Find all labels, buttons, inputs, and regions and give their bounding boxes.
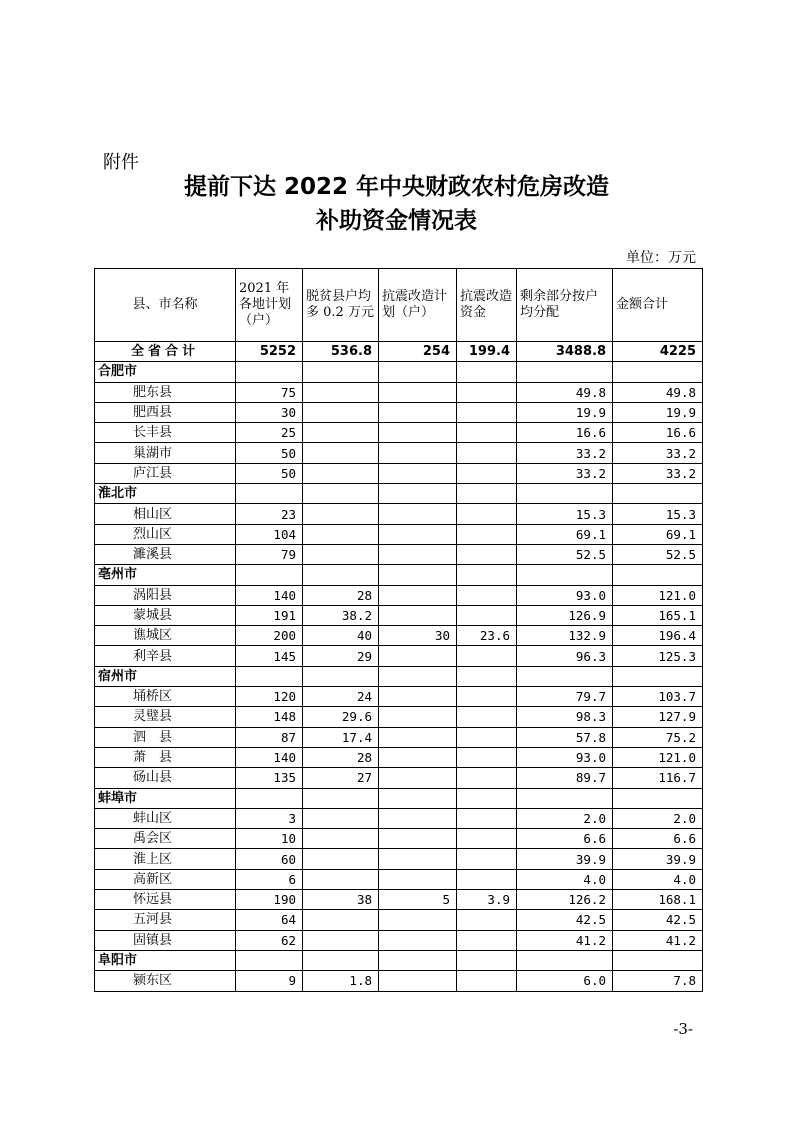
cell-c3 bbox=[379, 504, 457, 524]
row-name: 亳州市 bbox=[95, 565, 236, 585]
cell-c1: 25 bbox=[236, 423, 303, 443]
cell-c6: 103.7 bbox=[613, 687, 703, 707]
cell-c5: 33.2 bbox=[517, 443, 613, 463]
cell-c5 bbox=[517, 788, 613, 808]
table-row bbox=[95, 869, 703, 889]
cell-c1: 3 bbox=[236, 808, 303, 828]
cell-c3 bbox=[379, 585, 457, 605]
cell-c4 bbox=[457, 423, 517, 443]
table-row bbox=[95, 626, 703, 646]
cell-c2 bbox=[303, 930, 379, 950]
cell-c2 bbox=[303, 565, 379, 585]
row-name: 相山区 bbox=[95, 504, 236, 524]
row-name: 长丰县 bbox=[95, 423, 236, 443]
table-row bbox=[95, 808, 703, 828]
cell-c4: 199.4 bbox=[457, 342, 517, 362]
row-name: 蚌埠市 bbox=[95, 788, 236, 808]
row-name: 怀远县 bbox=[95, 890, 236, 910]
cell-c6: 42.5 bbox=[613, 910, 703, 930]
cell-c6 bbox=[613, 362, 703, 382]
cell-c1: 148 bbox=[236, 707, 303, 727]
cell-c2 bbox=[303, 544, 379, 564]
cell-c4 bbox=[457, 362, 517, 382]
cell-c2 bbox=[303, 666, 379, 686]
cell-c3 bbox=[379, 910, 457, 930]
cell-c6: 4.0 bbox=[613, 869, 703, 889]
document-title-line-1: 提前下达 2022 年中央财政农村危房改造 bbox=[183, 174, 610, 200]
cell-c2 bbox=[303, 524, 379, 544]
cell-c1: 5252 bbox=[236, 342, 303, 362]
cell-c4 bbox=[457, 910, 517, 930]
cell-c3 bbox=[379, 402, 457, 422]
cell-c4 bbox=[457, 484, 517, 504]
table-header-row bbox=[95, 269, 703, 342]
cell-c2 bbox=[303, 423, 379, 443]
cell-c2 bbox=[303, 463, 379, 483]
cell-c4 bbox=[457, 544, 517, 564]
row-name: 埇桥区 bbox=[95, 687, 236, 707]
cell-c2: 28 bbox=[303, 585, 379, 605]
row-name: 合肥市 bbox=[95, 362, 236, 382]
cell-c6: 125.3 bbox=[613, 646, 703, 666]
cell-c2 bbox=[303, 829, 379, 849]
cell-c2 bbox=[303, 950, 379, 970]
table-row bbox=[95, 910, 703, 930]
page-number: -3- bbox=[673, 1020, 693, 1038]
cell-c5: 79.7 bbox=[517, 687, 613, 707]
row-name: 固镇县 bbox=[95, 930, 236, 950]
cell-c6: 121.0 bbox=[613, 747, 703, 767]
cell-c4 bbox=[457, 687, 517, 707]
header-remaining: 剩余部分按户均分配 bbox=[517, 269, 613, 342]
row-name: 淮上区 bbox=[95, 849, 236, 869]
cell-c2: 29.6 bbox=[303, 707, 379, 727]
table-row bbox=[95, 768, 703, 788]
cell-c2: 38 bbox=[303, 890, 379, 910]
cell-c1: 30 bbox=[236, 402, 303, 422]
cell-c1: 64 bbox=[236, 910, 303, 930]
row-name: 砀山县 bbox=[95, 768, 236, 788]
row-name: 利辛县 bbox=[95, 646, 236, 666]
cell-c3 bbox=[379, 382, 457, 402]
cell-c2: 1.8 bbox=[303, 971, 379, 991]
cell-c3 bbox=[379, 484, 457, 504]
cell-c6 bbox=[613, 484, 703, 504]
cell-c4 bbox=[457, 524, 517, 544]
cell-c6 bbox=[613, 950, 703, 970]
cell-c5 bbox=[517, 565, 613, 585]
cell-c1: 50 bbox=[236, 443, 303, 463]
cell-c1 bbox=[236, 362, 303, 382]
header-seismic-funds: 抗震改造资金 bbox=[457, 269, 517, 342]
cell-c6: 168.1 bbox=[613, 890, 703, 910]
cell-c1: 10 bbox=[236, 829, 303, 849]
table-row bbox=[95, 890, 703, 910]
cell-c5: 132.9 bbox=[517, 626, 613, 646]
cell-c1: 135 bbox=[236, 768, 303, 788]
table-row bbox=[95, 687, 703, 707]
cell-c4 bbox=[457, 808, 517, 828]
cell-c4 bbox=[457, 443, 517, 463]
cell-c6: 41.2 bbox=[613, 930, 703, 950]
cell-c3 bbox=[379, 443, 457, 463]
cell-c6: 15.3 bbox=[613, 504, 703, 524]
cell-c5: 4.0 bbox=[517, 869, 613, 889]
table-row bbox=[95, 747, 703, 767]
cell-c4 bbox=[457, 788, 517, 808]
city-row bbox=[95, 484, 703, 504]
cell-c1: 140 bbox=[236, 585, 303, 605]
cell-c2: 29 bbox=[303, 646, 379, 666]
cell-c5: 96.3 bbox=[517, 646, 613, 666]
city-row bbox=[95, 666, 703, 686]
row-name: 泗 县 bbox=[95, 727, 236, 747]
cell-c6: 69.1 bbox=[613, 524, 703, 544]
cell-c3 bbox=[379, 423, 457, 443]
cell-c5: 57.8 bbox=[517, 727, 613, 747]
cell-c6: 39.9 bbox=[613, 849, 703, 869]
cell-c3 bbox=[379, 362, 457, 382]
cell-c1: 190 bbox=[236, 890, 303, 910]
header-seismic-plan: 抗震改造计划（户） bbox=[379, 269, 457, 342]
cell-c2 bbox=[303, 788, 379, 808]
cell-c4 bbox=[457, 971, 517, 991]
cell-c6: 2.0 bbox=[613, 808, 703, 828]
row-name: 阜阳市 bbox=[95, 950, 236, 970]
cell-c1 bbox=[236, 565, 303, 585]
cell-c2: 24 bbox=[303, 687, 379, 707]
table-row bbox=[95, 605, 703, 625]
document-title-line-2: 补助资金情况表 bbox=[316, 208, 477, 234]
cell-c1 bbox=[236, 950, 303, 970]
city-row bbox=[95, 565, 703, 585]
cell-c5: 89.7 bbox=[517, 768, 613, 788]
cell-c2: 28 bbox=[303, 747, 379, 767]
cell-c2: 38.2 bbox=[303, 605, 379, 625]
cell-c3 bbox=[379, 524, 457, 544]
cell-c6: 75.2 bbox=[613, 727, 703, 747]
cell-c4 bbox=[457, 565, 517, 585]
cell-c4 bbox=[457, 666, 517, 686]
cell-c5: 52.5 bbox=[517, 544, 613, 564]
table-row bbox=[95, 930, 703, 950]
cell-c4 bbox=[457, 605, 517, 625]
cell-c1: 75 bbox=[236, 382, 303, 402]
cell-c1: 140 bbox=[236, 747, 303, 767]
table-body bbox=[95, 342, 703, 992]
cell-c3 bbox=[379, 707, 457, 727]
table-row bbox=[95, 829, 703, 849]
city-row bbox=[95, 788, 703, 808]
cell-c1: 120 bbox=[236, 687, 303, 707]
cell-c3 bbox=[379, 829, 457, 849]
cell-c3 bbox=[379, 930, 457, 950]
table-row bbox=[95, 727, 703, 747]
cell-c3 bbox=[379, 727, 457, 747]
cell-c3: 30 bbox=[379, 626, 457, 646]
city-row bbox=[95, 950, 703, 970]
row-name: 肥西县 bbox=[95, 402, 236, 422]
cell-c1: 50 bbox=[236, 463, 303, 483]
cell-c2 bbox=[303, 504, 379, 524]
cell-c5: 19.9 bbox=[517, 402, 613, 422]
cell-c5: 16.6 bbox=[517, 423, 613, 443]
cell-c6: 49.8 bbox=[613, 382, 703, 402]
cell-c1: 9 bbox=[236, 971, 303, 991]
unit-label: 单位：万元 bbox=[626, 250, 696, 266]
subsidy-table bbox=[94, 268, 703, 992]
cell-c6: 116.7 bbox=[613, 768, 703, 788]
cell-c5: 39.9 bbox=[517, 849, 613, 869]
cell-c1 bbox=[236, 484, 303, 504]
row-name: 颍东区 bbox=[95, 971, 236, 991]
cell-c3 bbox=[379, 544, 457, 564]
cell-c5: 3488.8 bbox=[517, 342, 613, 362]
row-name: 烈山区 bbox=[95, 524, 236, 544]
row-name: 全省合计 bbox=[95, 342, 236, 362]
row-name: 巢湖市 bbox=[95, 443, 236, 463]
cell-c6: 33.2 bbox=[613, 443, 703, 463]
cell-c4 bbox=[457, 747, 517, 767]
cell-c5 bbox=[517, 950, 613, 970]
row-name: 淮北市 bbox=[95, 484, 236, 504]
header-plan-2021: 2021 年各地计划（户） bbox=[236, 269, 303, 342]
row-name: 高新区 bbox=[95, 869, 236, 889]
cell-c3 bbox=[379, 849, 457, 869]
cell-c5 bbox=[517, 666, 613, 686]
row-name: 涡阳县 bbox=[95, 585, 236, 605]
cell-c4 bbox=[457, 869, 517, 889]
table-row bbox=[95, 707, 703, 727]
cell-c5: 126.2 bbox=[517, 890, 613, 910]
total-row bbox=[95, 342, 703, 362]
cell-c2 bbox=[303, 362, 379, 382]
cell-c4 bbox=[457, 646, 517, 666]
cell-c4 bbox=[457, 382, 517, 402]
cell-c2 bbox=[303, 443, 379, 463]
cell-c3 bbox=[379, 747, 457, 767]
cell-c6 bbox=[613, 788, 703, 808]
cell-c2: 40 bbox=[303, 626, 379, 646]
cell-c3 bbox=[379, 971, 457, 991]
cell-c5: 42.5 bbox=[517, 910, 613, 930]
table-row bbox=[95, 585, 703, 605]
cell-c1: 104 bbox=[236, 524, 303, 544]
cell-c3 bbox=[379, 788, 457, 808]
table-row bbox=[95, 402, 703, 422]
cell-c6: 6.6 bbox=[613, 829, 703, 849]
table-row bbox=[95, 463, 703, 483]
cell-c3: 5 bbox=[379, 890, 457, 910]
cell-c1: 60 bbox=[236, 849, 303, 869]
cell-c5 bbox=[517, 484, 613, 504]
table-row bbox=[95, 443, 703, 463]
cell-c2 bbox=[303, 869, 379, 889]
cell-c3 bbox=[379, 463, 457, 483]
cell-c5: 15.3 bbox=[517, 504, 613, 524]
cell-c5: 49.8 bbox=[517, 382, 613, 402]
cell-c5: 93.0 bbox=[517, 585, 613, 605]
cell-c5: 69.1 bbox=[517, 524, 613, 544]
cell-c6: 16.6 bbox=[613, 423, 703, 443]
cell-c1 bbox=[236, 666, 303, 686]
cell-c6 bbox=[613, 666, 703, 686]
cell-c4 bbox=[457, 585, 517, 605]
cell-c3 bbox=[379, 869, 457, 889]
cell-c2 bbox=[303, 849, 379, 869]
cell-c5: 2.0 bbox=[517, 808, 613, 828]
cell-c1 bbox=[236, 788, 303, 808]
cell-c6: 7.8 bbox=[613, 971, 703, 991]
row-name: 灵璧县 bbox=[95, 707, 236, 727]
cell-c1: 200 bbox=[236, 626, 303, 646]
cell-c4 bbox=[457, 402, 517, 422]
table-row bbox=[95, 382, 703, 402]
cell-c6: 33.2 bbox=[613, 463, 703, 483]
cell-c1: 191 bbox=[236, 605, 303, 625]
cell-c6: 127.9 bbox=[613, 707, 703, 727]
cell-c6: 165.1 bbox=[613, 605, 703, 625]
cell-c4 bbox=[457, 504, 517, 524]
cell-c5: 6.0 bbox=[517, 971, 613, 991]
cell-c3 bbox=[379, 687, 457, 707]
table-row bbox=[95, 423, 703, 443]
cell-c1: 23 bbox=[236, 504, 303, 524]
row-name: 蚌山区 bbox=[95, 808, 236, 828]
cell-c3 bbox=[379, 605, 457, 625]
cell-c2 bbox=[303, 382, 379, 402]
cell-c3 bbox=[379, 666, 457, 686]
cell-c1: 6 bbox=[236, 869, 303, 889]
cell-c2 bbox=[303, 402, 379, 422]
table-row bbox=[95, 504, 703, 524]
cell-c4: 3.9 bbox=[457, 890, 517, 910]
cell-c1: 62 bbox=[236, 930, 303, 950]
row-name: 庐江县 bbox=[95, 463, 236, 483]
row-name: 五河县 bbox=[95, 910, 236, 930]
cell-c3 bbox=[379, 768, 457, 788]
row-name: 濉溪县 bbox=[95, 544, 236, 564]
cell-c5: 93.0 bbox=[517, 747, 613, 767]
cell-c5 bbox=[517, 362, 613, 382]
header-poverty-extra: 脱贫县户均多 0.2 万元 bbox=[303, 269, 379, 342]
cell-c6: 4225 bbox=[613, 342, 703, 362]
cell-c2 bbox=[303, 910, 379, 930]
cell-c6 bbox=[613, 565, 703, 585]
header-name: 县、市名称 bbox=[95, 269, 236, 342]
cell-c5: 41.2 bbox=[517, 930, 613, 950]
header-total: 金额合计 bbox=[613, 269, 703, 342]
cell-c5: 98.3 bbox=[517, 707, 613, 727]
cell-c4 bbox=[457, 849, 517, 869]
cell-c1: 87 bbox=[236, 727, 303, 747]
cell-c2: 536.8 bbox=[303, 342, 379, 362]
cell-c4 bbox=[457, 707, 517, 727]
cell-c3 bbox=[379, 950, 457, 970]
row-name: 谯城区 bbox=[95, 626, 236, 646]
cell-c3: 254 bbox=[379, 342, 457, 362]
cell-c4 bbox=[457, 950, 517, 970]
cell-c5: 126.9 bbox=[517, 605, 613, 625]
row-name: 禹会区 bbox=[95, 829, 236, 849]
cell-c6: 52.5 bbox=[613, 544, 703, 564]
cell-c2: 27 bbox=[303, 768, 379, 788]
cell-c1: 79 bbox=[236, 544, 303, 564]
city-row bbox=[95, 362, 703, 382]
cell-c4 bbox=[457, 768, 517, 788]
row-name: 肥东县 bbox=[95, 382, 236, 402]
table-row bbox=[95, 524, 703, 544]
table-row bbox=[95, 971, 703, 991]
cell-c2 bbox=[303, 808, 379, 828]
table-row bbox=[95, 646, 703, 666]
cell-c4: 23.6 bbox=[457, 626, 517, 646]
cell-c3 bbox=[379, 565, 457, 585]
row-name: 宿州市 bbox=[95, 666, 236, 686]
cell-c6: 121.0 bbox=[613, 585, 703, 605]
cell-c5: 6.6 bbox=[517, 829, 613, 849]
cell-c1: 145 bbox=[236, 646, 303, 666]
table-row bbox=[95, 849, 703, 869]
cell-c6: 19.9 bbox=[613, 402, 703, 422]
row-name: 萧 县 bbox=[95, 747, 236, 767]
cell-c6: 196.4 bbox=[613, 626, 703, 646]
cell-c3 bbox=[379, 808, 457, 828]
attachment-label: 附件 bbox=[103, 152, 139, 173]
row-name: 蒙城县 bbox=[95, 605, 236, 625]
cell-c5: 33.2 bbox=[517, 463, 613, 483]
cell-c3 bbox=[379, 646, 457, 666]
cell-c4 bbox=[457, 463, 517, 483]
table-row bbox=[95, 544, 703, 564]
cell-c4 bbox=[457, 727, 517, 747]
cell-c4 bbox=[457, 829, 517, 849]
cell-c4 bbox=[457, 930, 517, 950]
cell-c2: 17.4 bbox=[303, 727, 379, 747]
cell-c2 bbox=[303, 484, 379, 504]
